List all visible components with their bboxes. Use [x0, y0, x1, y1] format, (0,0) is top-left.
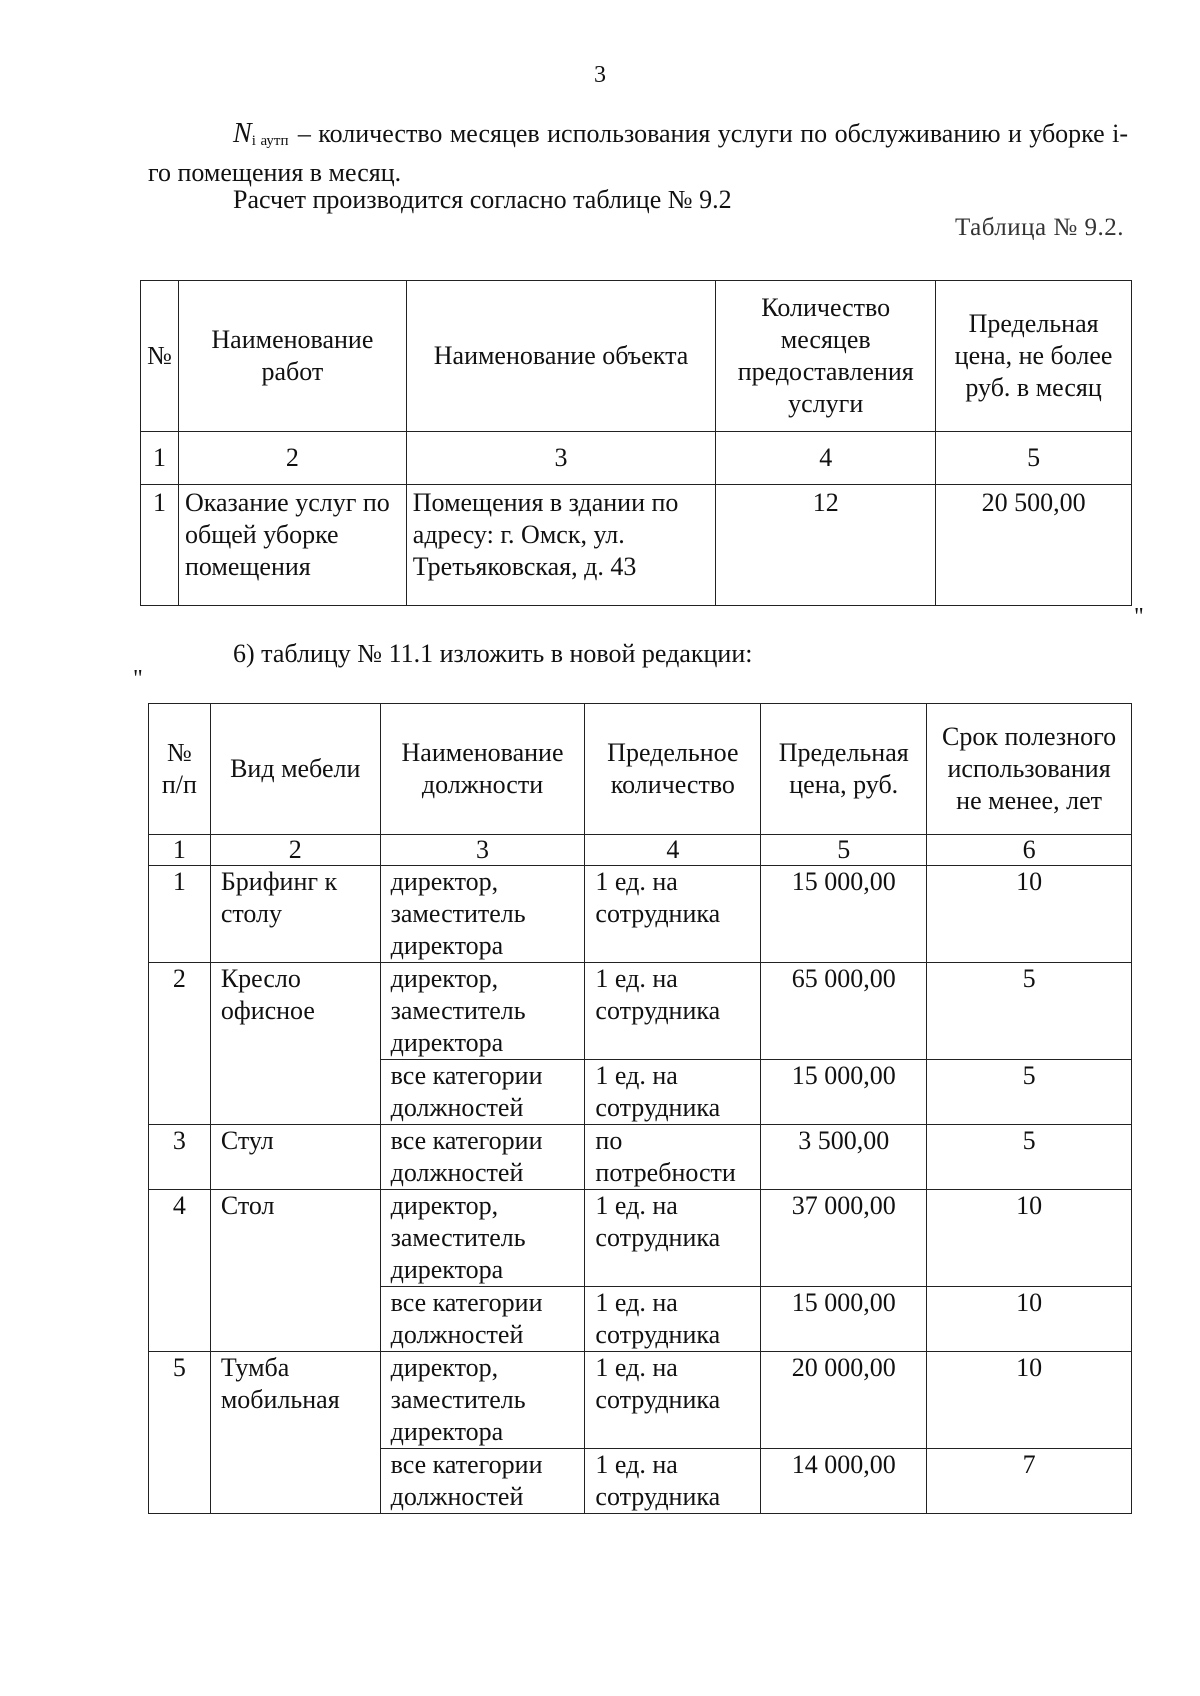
row-number: 1 — [141, 485, 179, 606]
max-quantity: 1 ед. на сотрудника — [585, 1190, 761, 1287]
furniture-type: Стул — [210, 1125, 380, 1190]
row-number: 1 — [149, 866, 211, 963]
index-cell: 4 — [716, 432, 936, 485]
header-cell: Вид мебели — [210, 704, 380, 835]
header-cell: Наименование работ — [178, 281, 406, 432]
header-cell: Предельная цена, не более руб. в месяц — [936, 281, 1132, 432]
useful-life: 5 — [927, 963, 1132, 1060]
row-number: 3 — [149, 1125, 211, 1190]
max-price: 15 000,00 — [761, 1060, 927, 1125]
max-quantity: 1 ед. на сотрудника — [585, 1287, 761, 1352]
table-11-1 — [148, 703, 1132, 1514]
table-9-2 — [140, 280, 1132, 606]
position-name: директор, заместитель директора — [380, 1352, 585, 1449]
item-6-text: 6) таблицу № 11.1 изложить в новой редакции: — [233, 639, 753, 668]
max-quantity: 1 ед. на сотрудника — [585, 1352, 761, 1449]
position-name: все категории должностей — [380, 1060, 585, 1125]
table-header-row — [141, 281, 1132, 432]
row-number: 2 — [149, 963, 211, 1125]
work-name: Оказание услуг по общей уборке помещения — [178, 485, 406, 606]
useful-life: 10 — [927, 1190, 1132, 1287]
useful-life: 5 — [927, 1060, 1132, 1125]
header-cell: Количество месяцев предоставления услуги — [716, 281, 936, 432]
page-number: 3 — [594, 62, 606, 88]
useful-life: 10 — [927, 866, 1132, 963]
table-caption: Таблица № 9.2. — [954, 214, 1124, 241]
max-quantity: 1 ед. на сотрудника — [585, 1060, 761, 1125]
furniture-type: Стол — [210, 1190, 380, 1352]
max-price: 65 000,00 — [761, 963, 927, 1060]
position-name: директор, заместитель директора — [380, 866, 585, 963]
position-name: все категории должностей — [380, 1287, 585, 1352]
useful-life: 7 — [927, 1449, 1132, 1514]
months-count: 12 — [716, 485, 936, 606]
max-price: 37 000,00 — [761, 1190, 927, 1287]
index-cell: 4 — [585, 835, 761, 866]
object-name: Помещения в здании по адресу: г. Омск, ул. Третьяковская, д. 43 — [406, 485, 716, 606]
max-quantity: 1 ед. на сотрудника — [585, 1449, 761, 1514]
table-row — [149, 1125, 1132, 1190]
max-quantity: по потребности — [585, 1125, 761, 1190]
useful-life: 10 — [927, 1287, 1132, 1352]
variable-subscript: i аутп — [251, 133, 289, 149]
max-price: 15 000,00 — [761, 866, 927, 963]
furniture-type: Кресло офисное — [210, 963, 380, 1125]
index-cell: 6 — [927, 835, 1132, 866]
row-number: 5 — [149, 1352, 211, 1514]
variable-symbol: N — [233, 118, 252, 149]
closing-quote: " — [1134, 604, 1144, 630]
index-cell: 5 — [761, 835, 927, 866]
table-header-row — [149, 704, 1132, 835]
table-row — [141, 485, 1132, 606]
header-cell: Предельное количество — [585, 704, 761, 835]
max-quantity: 1 ед. на сотрудника — [585, 866, 761, 963]
table-row — [149, 1190, 1132, 1287]
max-price: 14 000,00 — [761, 1449, 927, 1514]
furniture-type: Тумба мобильная — [210, 1352, 380, 1514]
index-cell: 2 — [178, 432, 406, 485]
max-price: 15 000,00 — [761, 1287, 927, 1352]
opening-quote: " — [133, 666, 143, 692]
variable-definition — [148, 118, 1128, 189]
header-cell: № п/п — [149, 704, 211, 835]
position-name: все категории должностей — [380, 1449, 585, 1514]
header-cell: Наименование должности — [380, 704, 585, 835]
index-cell: 3 — [380, 835, 585, 866]
table-row — [149, 963, 1132, 1060]
table-index-row — [141, 432, 1132, 485]
position-name: все категории должностей — [380, 1125, 585, 1190]
table-row — [149, 1352, 1132, 1449]
useful-life: 5 — [927, 1125, 1132, 1190]
table-index-row — [149, 835, 1132, 866]
index-cell: 5 — [936, 432, 1132, 485]
max-price: 20 500,00 — [936, 485, 1132, 606]
index-cell: 2 — [210, 835, 380, 866]
max-price: 3 500,00 — [761, 1125, 927, 1190]
variable-description: – количество месяцев использования услуги по обслуживанию и уборке i-го помещения в месяц. — [148, 119, 1128, 187]
header-cell: Предельная цена, руб. — [761, 704, 927, 835]
position-name: директор, заместитель директора — [380, 963, 585, 1060]
max-quantity: 1 ед. на сотрудника — [585, 963, 761, 1060]
position-name: директор, заместитель директора — [380, 1190, 585, 1287]
index-cell: 1 — [141, 432, 179, 485]
max-price: 20 000,00 — [761, 1352, 927, 1449]
header-cell: № — [141, 281, 179, 432]
index-cell: 3 — [406, 432, 716, 485]
row-number: 4 — [149, 1190, 211, 1352]
header-cell: Срок полезного использования не менее, лет — [927, 704, 1132, 835]
useful-life: 10 — [927, 1352, 1132, 1449]
furniture-type: Брифинг к столу — [210, 866, 380, 963]
header-cell: Наименование объекта — [406, 281, 716, 432]
table-row — [149, 866, 1132, 963]
index-cell: 1 — [149, 835, 211, 866]
calculation-note: Расчет производится согласно таблице № 9.2 — [233, 185, 732, 214]
